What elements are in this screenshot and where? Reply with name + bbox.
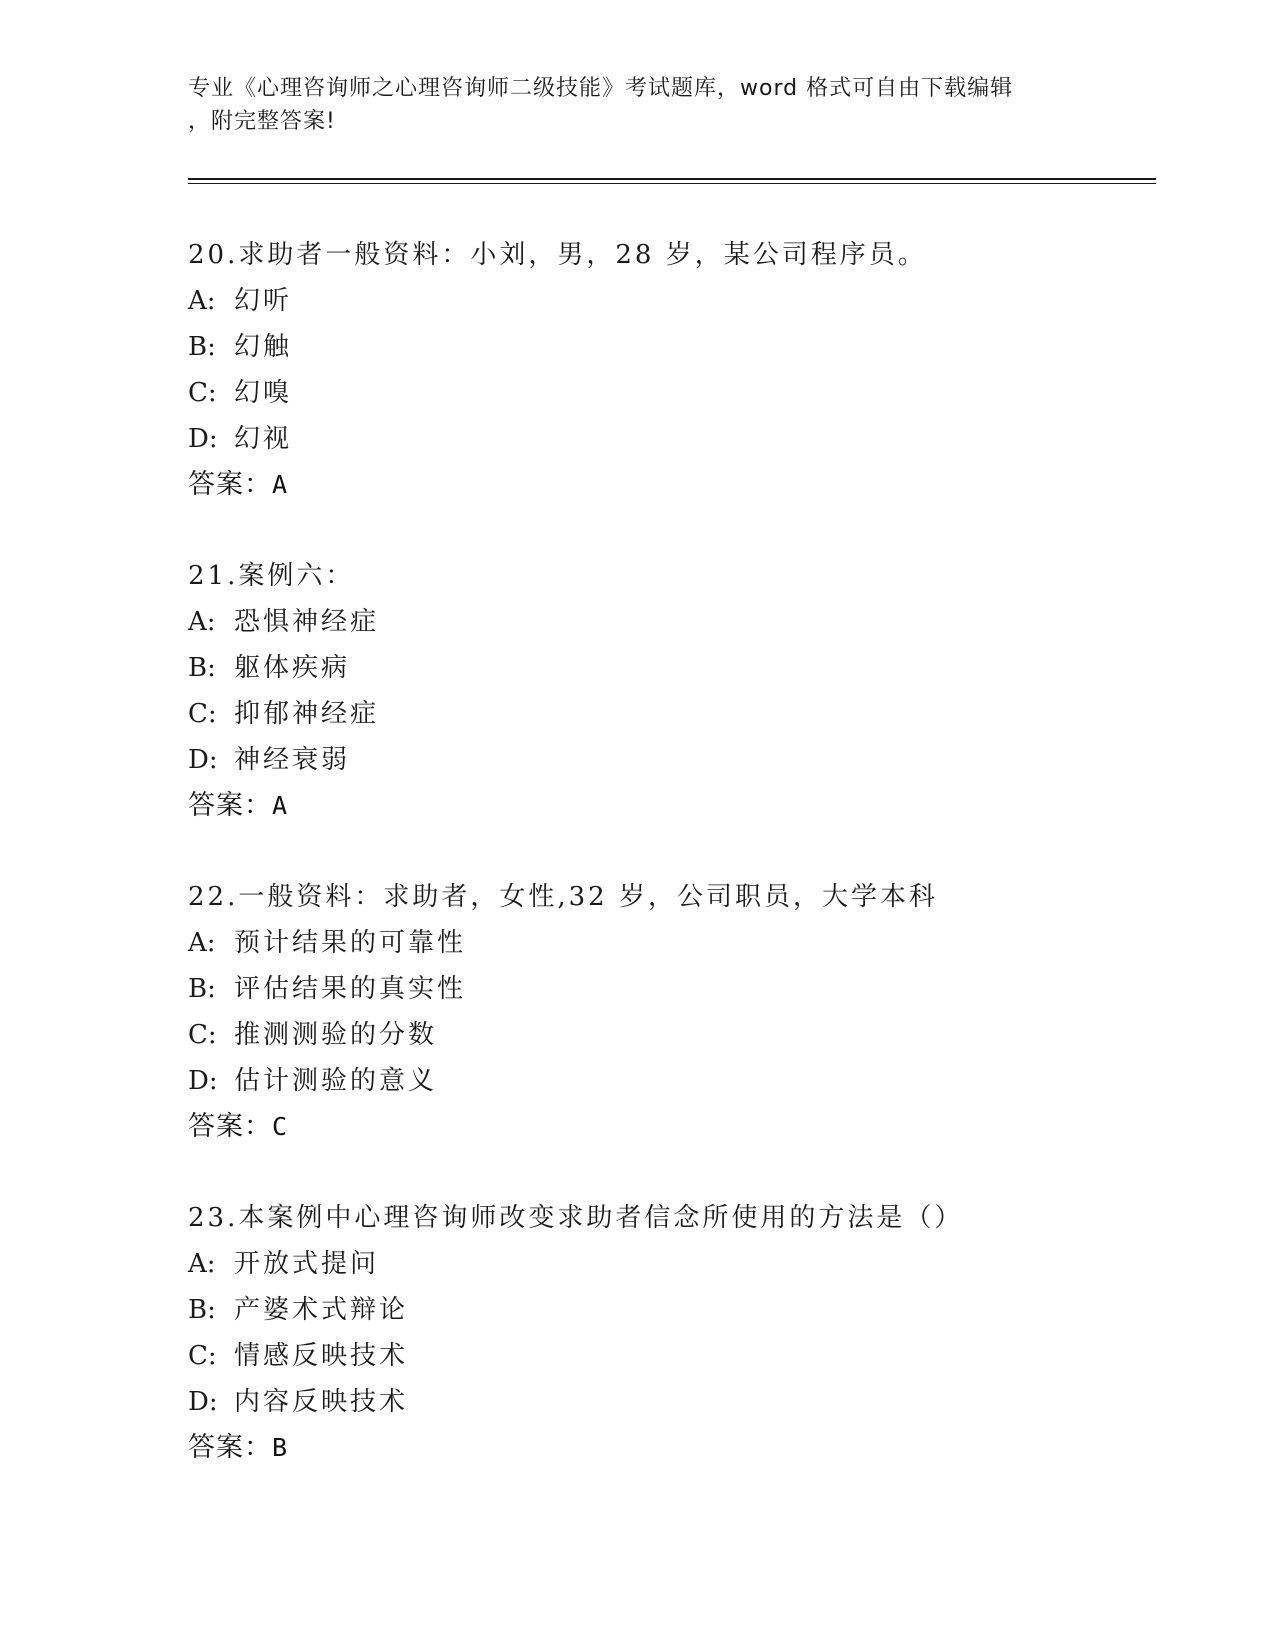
option-text: 躯体疾病 <box>234 653 351 683</box>
option-text: 幻触 <box>234 332 293 362</box>
question-stem: 20.求助者一般资料：小刘，男，28 岁，某公司程序员。 <box>188 240 927 270</box>
question-stem: 23.本案例中心理咨询师改变求助者信念所使用的方法是（） <box>188 1203 964 1233</box>
option-b <box>188 645 1188 691</box>
option-text: 情感反映技术 <box>234 1341 409 1371</box>
option-letter: B: <box>188 653 216 683</box>
option-b <box>188 1287 1188 1333</box>
option-text: 开放式提问 <box>234 1249 380 1279</box>
option-letter: D: <box>188 424 218 454</box>
question-21 <box>188 553 1188 829</box>
option-letter: B: <box>188 1295 216 1325</box>
option-text: 幻视 <box>234 424 293 454</box>
document-header <box>188 72 1088 138</box>
answer-line <box>188 783 1188 829</box>
option-c <box>188 691 1188 737</box>
answer-line <box>188 462 1188 508</box>
option-letter: C: <box>188 1020 217 1050</box>
option-c <box>188 1012 1188 1058</box>
header-line-2: ，附完整答案! <box>188 109 336 134</box>
option-text: 估计测验的意义 <box>234 1066 438 1096</box>
option-letter: D: <box>188 1387 218 1417</box>
option-letter: C: <box>188 378 217 408</box>
question-stem: 21.案例六： <box>188 561 355 591</box>
option-letter: C: <box>188 699 217 729</box>
option-c <box>188 370 1188 416</box>
option-a <box>188 920 1188 966</box>
option-letter: D: <box>188 745 218 775</box>
option-a <box>188 278 1188 324</box>
option-text: 恐惧神经症 <box>234 607 380 637</box>
answer-label: 答案： <box>188 790 272 821</box>
option-text: 内容反映技术 <box>234 1387 409 1417</box>
answer-value: A <box>272 470 289 499</box>
option-letter: B: <box>188 332 216 362</box>
option-c <box>188 1333 1188 1379</box>
question-23 <box>188 1195 1188 1471</box>
option-b <box>188 324 1188 370</box>
option-d <box>188 416 1188 462</box>
header-line-1: 专业《心理咨询师之心理咨询师二级技能》考试题库，word 格式可自由下载编辑 <box>188 76 1014 101</box>
answer-line <box>188 1425 1188 1471</box>
option-text: 推测测验的分数 <box>234 1020 438 1050</box>
option-a <box>188 1241 1188 1287</box>
header-divider-thick <box>188 178 1156 180</box>
option-letter: A: <box>188 607 216 637</box>
question-20 <box>188 232 1188 508</box>
option-letter: A: <box>188 928 216 958</box>
option-text: 评估结果的真实性 <box>234 974 467 1004</box>
option-text: 幻听 <box>234 286 293 316</box>
option-text: 幻嗅 <box>234 378 293 408</box>
option-text: 预计结果的可靠性 <box>234 928 467 958</box>
answer-label: 答案： <box>188 469 272 500</box>
answer-value: A <box>272 791 289 820</box>
option-d <box>188 737 1188 783</box>
option-d <box>188 1379 1188 1425</box>
question-stem: 22.一般资料：求助者，女性,32 岁，公司职员，大学本科 <box>188 882 938 912</box>
answer-label: 答案： <box>188 1111 272 1142</box>
question-22 <box>188 874 1188 1150</box>
option-letter: B: <box>188 974 216 1004</box>
option-text: 神经衰弱 <box>234 745 351 775</box>
answer-value: B <box>272 1433 289 1462</box>
option-d <box>188 1058 1188 1104</box>
option-a <box>188 599 1188 645</box>
option-letter: C: <box>188 1341 217 1371</box>
option-letter: A: <box>188 1249 216 1279</box>
answer-line <box>188 1104 1188 1150</box>
option-b <box>188 966 1188 1012</box>
option-letter: A: <box>188 286 216 316</box>
answer-value: C <box>272 1112 289 1141</box>
option-text: 抑郁神经症 <box>234 699 380 729</box>
option-letter: D: <box>188 1066 218 1096</box>
option-text: 产婆术式辩论 <box>234 1295 409 1325</box>
answer-label: 答案： <box>188 1432 272 1463</box>
header-divider-thin <box>188 183 1156 184</box>
